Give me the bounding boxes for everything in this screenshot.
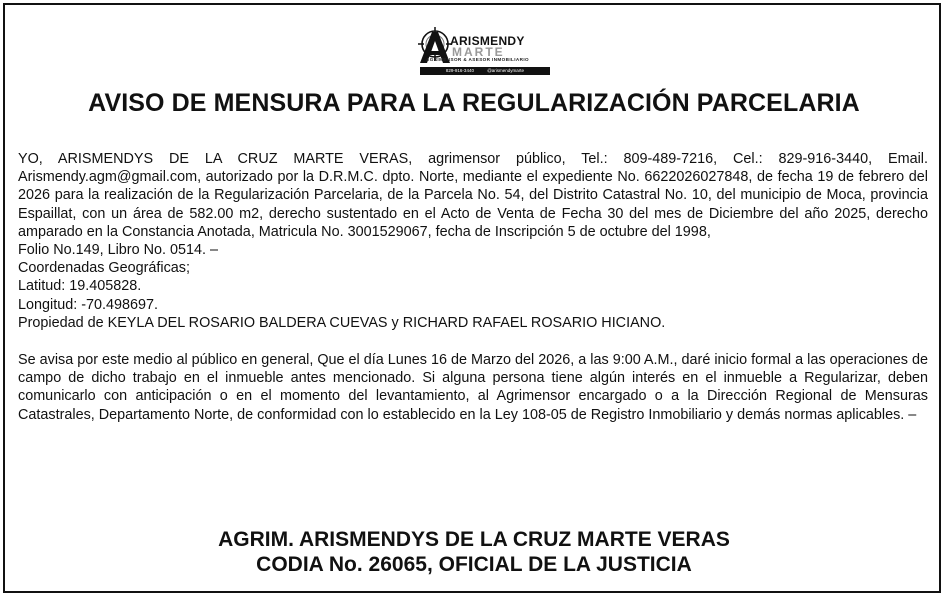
notice-paragraph-1: YO, ARISMENDYS DE LA CRUZ MARTE VERAS, agrimensor público, Tel.: 809-489-7216, Cel.: 829-916-3440, Email. Arismendy.agm@gmail.com, autorizado por la D.R.M.C. dpto. Norte, mediante el expediente No. 6622026027848, de fecha 19 de febrero del 2026 para la realización de la Regularización Parcelaria, de la Parcela No. 54, del Distrito Catastral No. 10, del municipio de Moca, provincia Espaillat, con un área de 582.00 m2, derecho sustentado en el Acto de Venta de Fecha 30 del mes de Diciembre del año 2025, derecho amparado en la Constancia Anotada, Matricula No. 3001529067, fecha de Inscripción 5 de octubre del 1998, <box>18 151 928 240</box>
logo-name: ARISMENDY <box>450 34 525 48</box>
signature-credentials: CODIA No. 26065, OFICIAL DE LA JUSTICIA <box>256 553 692 576</box>
logo-phone: 829-916-3440 <box>445 68 474 73</box>
signature-block <box>5 527 943 577</box>
company-logo <box>410 23 555 83</box>
owners-line: Propiedad de KEYLA DEL ROSARIO BALDERA CUEVAS y RICHARD RAFAEL ROSARIO HICIANO. <box>18 314 666 331</box>
notice-title: AVISO DE MENSURA PARA LA REGULARIZACIÓN PARCELARIA <box>88 89 860 117</box>
notice-frame <box>3 3 941 593</box>
notice-paragraph-2: Se avisa por este medio al público en general, Que el día Lunes 16 de Marzo del 2026, a las 9:00 A.M., daré inicio formal a las operaciones de campo de dicho trabajo en el inmueble antes mencionado. Si alguna persona tiene algún interés en el inmueble a Regularizar, deben comunicarlo con anticipación o en el momento del levantamiento, al Agrimensor encargado o a la Dirección Regional de Mensuras Catastrales, Departamento Norte, de conformidad con lo establecido en la Ley 108-05 de Registro Inmobiliario y demás normas aplicables. – <box>18 352 928 423</box>
notice-body <box>18 150 928 424</box>
longitude-line: Longitud: -70.498697. <box>18 296 159 313</box>
logo-contact-bar <box>420 67 550 75</box>
latitude-line: Latitud: 19.405828. <box>18 278 142 295</box>
logo-social: @arismendymarte <box>487 68 525 73</box>
logo-subtitle: AGRIMENSOR & ASESOR INMOBILIARIO <box>426 57 529 62</box>
coordinates-label: Coordenadas Geográficas; <box>18 260 190 277</box>
folio-line: Folio No.149, Libro No. 0514. – <box>18 242 218 259</box>
signature-name: AGRIM. ARISMENDYS DE LA CRUZ MARTE VERAS <box>218 528 730 551</box>
svg-text:MARTE: MARTE <box>452 45 505 59</box>
